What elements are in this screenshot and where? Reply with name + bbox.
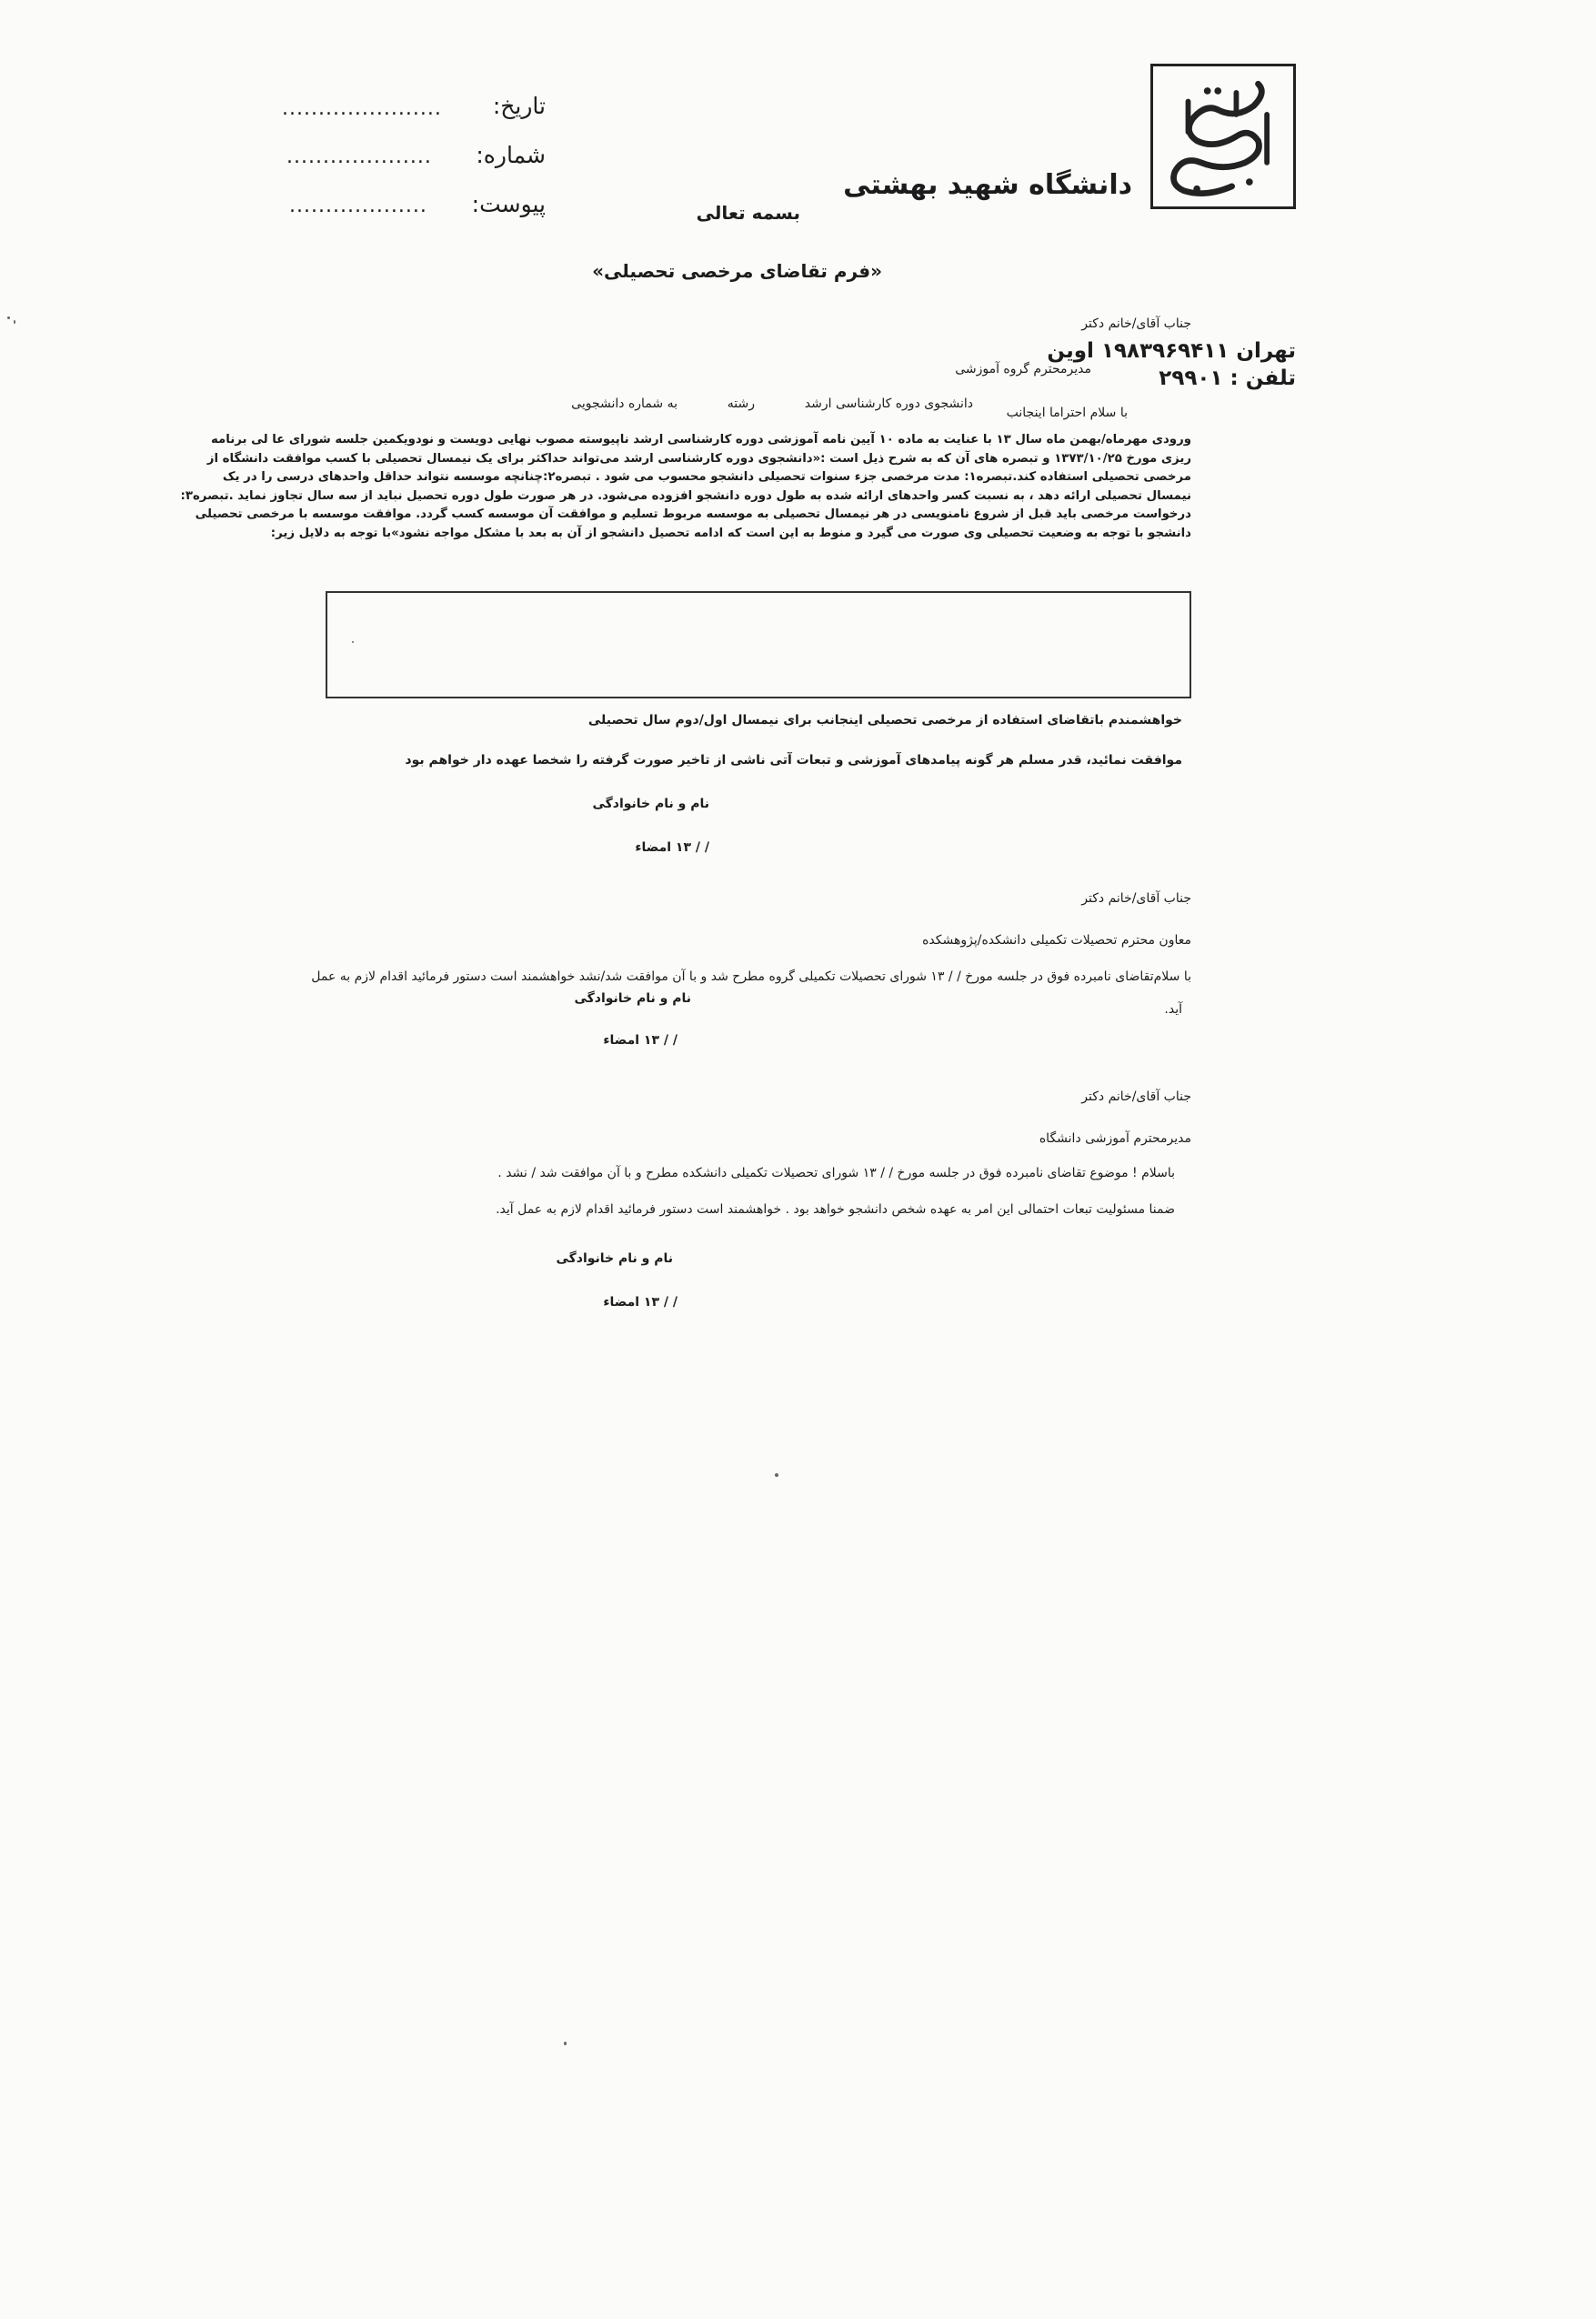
university-name: دانشگاه شهید بهشتی [843,169,1132,201]
section3-addressee-title: مدیرمحترم آموزشی دانشگاه [1039,1131,1191,1146]
applicant-signature: / / ۱۳ امضاء [635,840,709,855]
section3-signature: / / ۱۳ امضاء [603,1295,678,1310]
regulation-line: مرخصی تحصیلی استفاده کند.تبصره۱: مدت مرخصی جزء سنوات تحصیلی دانشجو محسوب می شود . تبصره۲:چنانچه موسسه نتواند حداقل واحدهای درسی را در یک [222,470,1191,484]
addressee-title: مدیرمحترم گروه آموزشی [955,362,1091,376]
applicant-name-label: نام و نام خانوادگی [592,797,709,811]
section2-name-label: نام و نام خانوادگی [574,991,691,1006]
form-title: «فرم تقاضای مرخصی تحصیلی» [592,260,882,282]
section2-body-end: آید. [1164,1002,1182,1017]
section3-body-line1: باسلام ! موضوع تقاضای نامبرده فوق در جلسه مورخ / / ۱۳ شورای تحصیلات تکمیلی دانشکده مطرح و با آن موافقت شد / نشد . [497,1166,1175,1180]
scan-speck [564,2042,567,2045]
scan-speck [7,316,10,319]
date-label: تاریخ: [492,93,546,119]
scan-speck [14,320,15,324]
section3-body-line2: ضمنا مسئولیت تبعات احتمالی این امر به عهده شخص دانشجو خواهد بود . خواهشمند است دستور فرمائید اقدام لازم به عمل آید. [496,1202,1175,1217]
consent-line: موافقت نمائید، قدر مسلم هر گونه پیامدهای آموزشی و تبعات آتی ناشی از تاخیر صورت گرفته را شخصا عهده دار خواهم بود [405,753,1182,768]
reason-input-box[interactable] [326,591,1191,698]
regulation-line: ریزی مورخ ۱۳۷۳/۱۰/۲۵ و تبصره های آن که به شرح ذیل است :«دانشجوی دوره کارشناسی ارشد می‌تواند حداکثر برای یک نیمسال تحصیلی با کسب موافقت دانشگاه از [206,451,1191,466]
regulation-line: نیمسال تحصیلی ارائه دهد ، به نسبت کسر واحدهای ارائه شده به طول دوره دانشجو افزوده می‌شود. در هر صورت طول دوره تحصیل نباید از سه سال تجاوز نماید .تبصره۳: [180,488,1191,503]
section2-addressee: جناب آقای/خانم دکتر [1081,891,1191,906]
section3-addressee: جناب آقای/خانم دکتر [1081,1089,1191,1104]
regulation-text [180,431,1191,543]
date-field[interactable]: ...................... [282,97,442,120]
address-line: تهران ۱۹۸۳۹۶۹۴۱۱ اوین [1047,339,1296,363]
bismillah: بسمه تعالی [696,202,800,224]
section2-addressee-title: معاون محترم تحصیلات تکمیلی دانشکده/پژوهشکده [922,933,1191,948]
attachment-label: پیوست: [471,191,546,217]
section2-signature: / / ۱۳ امضاء [603,1033,678,1048]
request-line: خواهشمندم باتقاضای استفاده از مرخصی تحصیلی اینجانب برای نیمسال اول/دوم سال تحصیلی [587,713,1182,728]
number-label: شماره: [476,142,546,168]
student-number-label: به شماره دانشجویی [571,397,678,411]
section3-name-label: نام و نام خانوادگی [556,1251,673,1266]
university-logo [1150,64,1296,209]
student-program: دانشجوی دوره کارشناسی ارشد [804,397,973,411]
section2-body: با سلام‌تقاضای نامبرده فوق در جلسه مورخ / / ۱۳ شورای تحصیلات تکمیلی گروه مطرح شد و با آن موافقت شد/نشد خواهشمند است دستور فرمائید اقدام لازم به عمل [311,969,1191,984]
greeting: با سلام احتراما اینجانب [1006,406,1128,420]
phone-line: تلفن : ۲۹۹۰۱ [1159,366,1296,390]
field-label: رشته [727,397,755,411]
scan-speck [775,1473,778,1477]
scan-speck [352,641,354,643]
number-field[interactable]: .................... [286,146,432,168]
regulation-line: درخواست مرخصی باید قبل از شروع نامنویسی در هر نیمسال تحصیلی به موسسه مربوط تسلیم و موافقت آن موسسه کسب گردد. موافقت موسسه با مرخصی تحصیلی [195,507,1191,521]
addressee: جناب آقای/خانم دکتر [1081,316,1191,331]
logo-calligraphy [1153,66,1293,206]
attachment-field[interactable]: ................... [289,195,427,217]
regulation-line: ورودی مهرماه/بهمن ماه سال ۱۳ با عنایت به ماده ۱۰ آیین نامه آموزشی دوره کارشناسی ارشد ناپیوسته مصوب نهایی دویست و نودویکمین جلسه شورای عا لی برنامه [210,433,1191,447]
regulation-line: دانشجو با توجه به وضعیت تحصیلی وی صورت می گیرد و منوط به این است که ادامه تحصیل دانشجو از آن به بعد با مشکل مواجه نشود»با توجه به دلایل زیر: [270,526,1191,540]
